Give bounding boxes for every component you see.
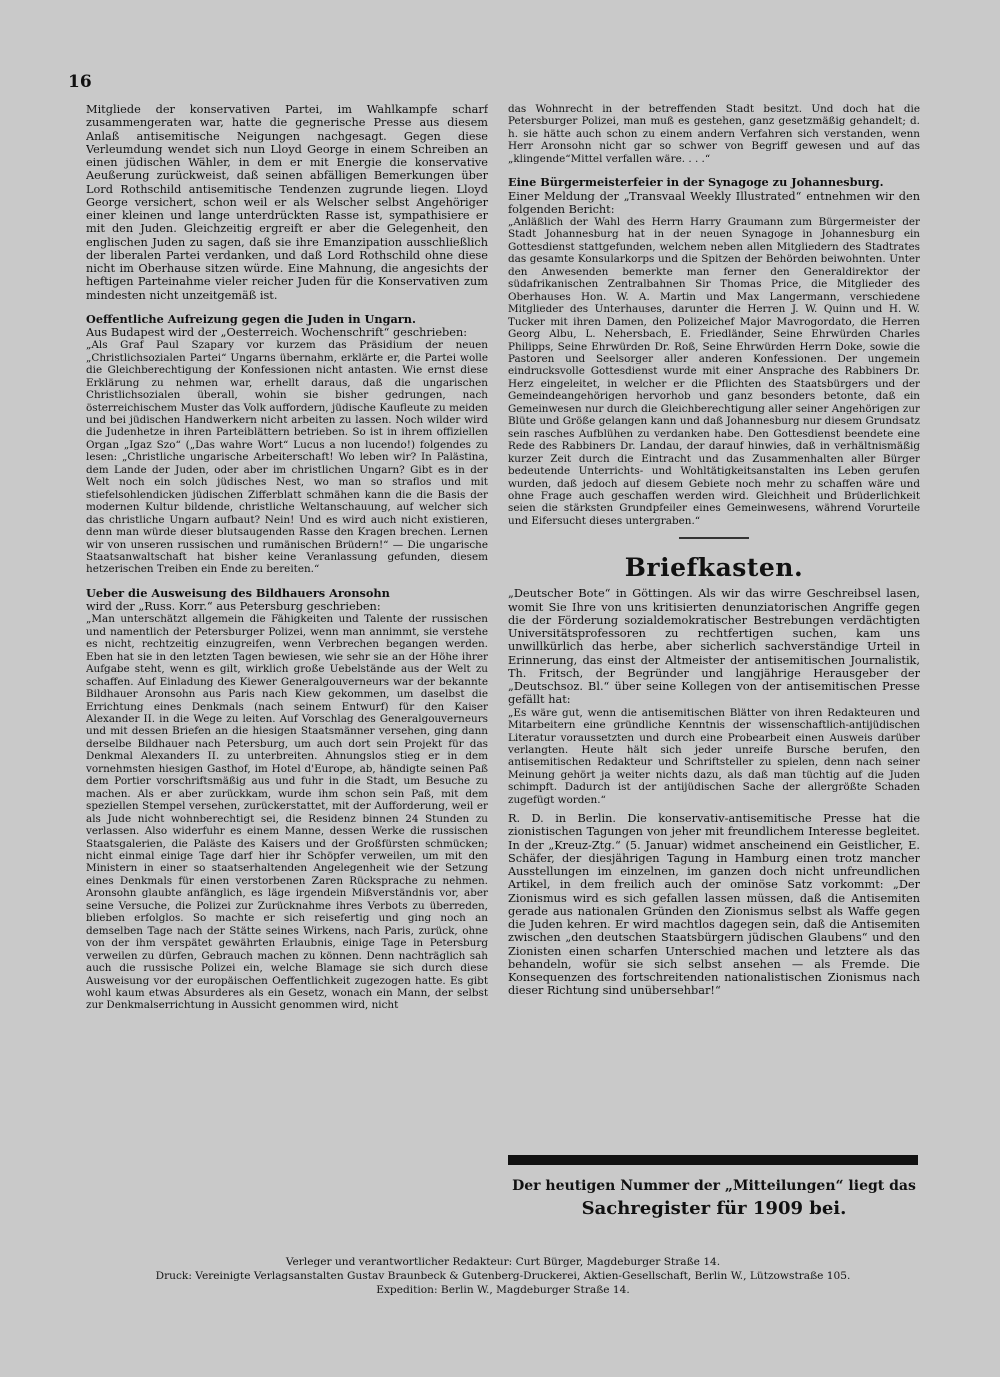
briefkasten-goettingen-text: „Deutscher Bote“ in Göttingen. Als wir das wirre Geschreibsel lasen, womit Sie Ihre von uns kritisierten denunziatorischen Angriffe gegen die der Förderung sozialdemokratischer Bestrebungen verdächtigten Universitätsprofessoren zu rechtfertigen suchen, kam uns unwillkürlich das herbe, aber sicherlich sachverständige Urteil in Erinnerung, das einst der Altmeister der antisemitischen Journalistik, Th. Fritsch, der Begründer und langjährige Herausgeber der „Deutschsoz. Bl.“ über seine Kollegen von der antisemitischen Presse gefällt hat: xyxy=(508,587,920,707)
article-johannesburg-intro: Einer Meldung der „Transvaal Weekly Illustrated“ entnehmen wir den folgenden Bericht: xyxy=(508,189,920,216)
right-column xyxy=(508,103,920,1193)
notice-bar xyxy=(508,1155,918,1165)
left-column xyxy=(86,103,488,1251)
article-hungary-heading: Oeffentliche Aufreizung gegen die Juden in Ungarn. xyxy=(86,311,416,326)
article-lloyd-george-text: Mitgliede der konservativen Partei, im Wahlkampfe scharf zusammengeraten war, hatte die gegnerische Presse aus diesem Anlaß antisemitische Neigungen nachgesagt. Gegen diese Verleumdung wendet sich nun Lloyd George in einem Schreiben an einen jüdischen Wähler, in dem er mit Energie die konservative Aeußerung zurückweist, daß seinen abfälligen Bemerkungen über Lord Rothschild antisemitische Tendenzen zugrunde liegen. Lloyd George versichert, schon weil er als Welscher selbst Angehöriger einer kleinen und lange unterdrückten Rasse ist, sympathisiere er mit den Juden. Gleichzeitig ergreift er aber die Gelegenheit, den englischen Juden zu sagen, daß sie ihre Emanzipation ausschließlich der liberalen Partei verdanken, und daß Lord Rothschild ohne diese nicht im Oberhause sitzen würde. Eine Mahnung, die angesichts der heftigen Parteinahme vieler reicher Juden für die Konservativen zum mindesten nicht unzeitgemäß ist. xyxy=(86,103,488,302)
imprint-publisher: Verleger und verantwortlicher Redakteur: Curt Bürger, Magdeburger Straße 14. xyxy=(285,1256,721,1268)
article-hungary-intro: Aus Budapest wird der „Oesterreich. Wochenschrift“ geschrieben: xyxy=(86,326,468,339)
article-aronsohn-intro: wird der „Russ. Korr.“ aus Petersburg geschrieben: xyxy=(86,600,381,614)
article-aronsohn-heading: Ueber die Ausweisung des Bildhauers Aronsohn xyxy=(86,585,390,600)
imprint-printer: Druck: Vereinigte Verlagsanstalten Gustav Braunbeck & Gutenberg-Druckerei, Aktien-Gesellschaft, Berlin W., Lützowstraße 105. xyxy=(155,1270,851,1282)
article-johannesburg-quote: „Anläßlich der Wahl des Herrn Harry Graumann zum Bürgermeister der Stadt Johannesburg hat in der neuen Synagoge in Johannesburg ein Gottesdienst stattgefunden, welchem neben allen Mitgliedern des Stadtrates das gesamte Konsularkorps und die Spitzen der Behörden beiwohnten. Unter den Anwesenden bemerkte man ferner den Generaldirektor der südafrikanischen Zentralbahnen Sir Thomas Price, die Mitglieder des Oberhauses Hon. W. A. Martin und Max Langermann, verschiedene Mitglieder des Unterhauses, darunter die Herren J. W. Quinn und H. W. Tucker mit ihren Damen, den Polizeichef Major Mavrogordato, die Herren Georg Albu, L. Nehersbach, E. Friedländer, Seine Ehrwürden Charles Philipps, Seine Ehrwürden Dr. Roß, Seine Ehrwürden Herrn Doke, sowie die Pastoren und Seelsorger aller anderen Konfessionen. Der ungemein eindrucksvolle Gottesdienst wurde mit einer Ansprache des Rabbiners Dr. Herz eingeleitet, in welcher er die Pflichten des Staatsbürgers und der Gemeindeangehörigen hervorhob und ganz besonders betonte, daß ein Gemeinwesen nur durch die Gleichberechtigung aller seiner Angehörigen zur Blüte und Größe gelangen kann und daß Johannesburg nur diesem Grundsatz sein rasches Aufblühen zu verdanken habe. Den Gottesdienst beendete eine Rede des Rabbiners Dr. Landau, der darauf hinwies, daß in verhältnismäßig kurzer Zeit durch die Eintracht und das Zusammenhalten aller Bürger bedeutende Unterrichts- und Wohltätigkeitsanstalten ins Leben gerufen wurden, daß jedoch auf diesem Gebiete noch mehr zu schaffen wäre und ohne Frage auch geschaffen werden wird. Gleichheit und Brüderlichkeit seien die stärksten Grundpfeiler eines Gemeinwesens, während Vorurteile und Eifersucht dieses untergraben.“ xyxy=(508,216,920,527)
section-divider xyxy=(679,537,749,539)
article-hungary-quote: „Als Graf Paul Szapary vor kurzem das Präsidium der neuen „Christlichsozialen Partei“ Ungarns übernahm, erklärte er, die Partei wolle die Gleichberechtigung der Konfessionen nicht antasten. Wie ernst diese Erklärung zu nehmen war, erhellt daraus, daß die ungarischen Christlichsozialen überall, wohin sie bisher gedrungen, nach österreichischem Muster das Volk auffordern, jüdische Kaufleute zu meiden und bei jüdischen Handwerkern nicht arbeiten zu lassen. Noch wilder wird die Judenhetze in ihren Parteiblättern betrieben. So ist in ihrem offiziellen Organ „Igaz Szo“ („Das wahre Wort“ Lucus a non lucendo!) folgendes zu lesen: „Christliche ungarische Arbeiterschaft! Wo leben wir? In Palästina, dem Lande der Juden, oder aber im christlichen Ungarn? Gibt es in der Welt noch ein solch jüdisches Nest, wo man so straflos und mit stiefelsohlendicken jüdischen Zifferblatt schmähen kann die die Basis der modernen Kultur bildende, christliche Weltanschauung, auf welcher sich das christliche Ungarn aufbaut? Nein! Und es wird auch nicht existieren, denn man würde dieser blutsaugenden Rasse den Kragen brechen. Lernen wir von unseren russischen und rumänischen Brüdern!“ — Die ungarische Staatsanwaltschaft hat bisher keine Veranlassung gefunden, diesem hetzerischen Treiben ein Ende zu bereiten.“ xyxy=(86,339,488,576)
supplement-notice xyxy=(508,1176,920,1222)
briefkasten-berlin-text: R. D. in Berlin. Die konservativ-antisemitische Presse hat die zionistischen Tagungen von jeher mit freundlichem Interesse begleitet. In der „Kreuz-Ztg.“ (5. Januar) widmet anscheinend ein Geistlicher, E. Schäfer, der diesjährigen Tagung in Hamburg einen trotz mancher Ausstellungen im einzelnen, im ganzen doch nicht unfreundlichen Artikel, in dem freilich auch der ominöse Satz vorkommt: „Der Zionismus wird es sich gefallen lassen müssen, daß die Antisemiten gerade aus nationalen Gründen den Zionismus selbst als Waffe gegen die Juden kehren. Er wird machtlos dagegen sein, daß die Antisemiten zwischen „den deutschen Staatsbürgern jüdischen Glaubens“ und den Zionisten einen scharfen Unterschied machen und letztere als das behandeln, wofür sie sich selbst ansehen — als Fremde. Die Konsequenzen des fortschreitenden nationalistischen Zionismus nach dieser Richtung sind unübersehbar!“ xyxy=(508,812,920,998)
article-johannesburg-heading: Eine Bürgermeisterfeier in der Synagoge zu Johannesburg. xyxy=(508,175,884,190)
supplement-notice-line1: Der heutigen Nummer der „Mitteilungen“ liegt das xyxy=(512,1178,916,1194)
imprint-footer xyxy=(86,1255,920,1297)
briefkasten-goettingen-quote: „Es wäre gut, wenn die antisemitischen Blätter von ihren Redakteuren und Mitarbeitern eine gründliche Kenntnis der wissenschaftlich-antijüdischen Literatur voraussetzten und durch eine Probearbeit einen Ausweis darüber verlangten. Heute hält sich jeder unreife Bursche berufen, den antisemitischen Redakteur und Schriftsteller zu spielen, denn nach seiner Meinung gehört ja weiter nichts dazu, als daß man tüchtig auf die Juden schimpft. Dadurch ist der antijüdischen Sache der allergrößte Schaden zugefügt worden.“ xyxy=(508,706,920,806)
article-aronsohn-quote-continued: das Wohnrecht in der betreffenden Stadt besitzt. Und doch hat die Petersburger Polizei, man muß es gestehen, ganz gesetzmäßig gehandelt; d. h. sie hätte auch schon zu einem andern Verfahren sich verstanden, wenn Herr Aronsohn nicht gar so schwer von Begriff gewesen und auf das „klingende“Mittel verfallen wäre. . . .“ xyxy=(508,103,920,165)
supplement-notice-line2: Sachregister für 1909 bei. xyxy=(581,1198,847,1219)
page-number: 16 xyxy=(68,72,92,92)
briefkasten-title: Briefkasten. xyxy=(624,553,804,583)
article-aronsohn-quote: „Man unterschätzt allgemein die Fähigkeiten und Talente der russischen und namentlich der Petersburger Polizei, wenn man annimmt, sie verstehe es nicht, rechtzeitig einzugreifen, wenn Verbrechen begangen werden. Eben hat sie in den letzten Tagen bewiesen, wie sehr sie an der Höhe ihrer Aufgabe steht, wenn es gilt, wirklich große Uebelstände aus der Welt zu schaffen. Auf Einladung des Kiewer Generalgouverneurs war der bekannte Bildhauer Aronsohn aus Paris nach Kiew gekommen, um daselbst die Errichtung eines Denkmals (nach seinem Entwurf) für den Kaiser Alexander II. in die Wege zu leiten. Auf Vorschlag des Generalgouverneurs und mit dessen Briefen an die hiesigen Staatsmänner versehen, ging dann derselbe Bildhauer nach Petersburg, um auch dort sein Projekt für das Denkmal Alexanders II. zu unterbreiten. Ahnungslos stieg er in dem vornehmsten hiesigen Gasthof, im Hotel d'Europe, ab, händigte seinen Paß dem Portier vorschriftsmäßig aus und fuhr in die Stadt, um Besuche zu machen. Als er aber zurückkam, wurde ihm schon sein Paß, mit dem speziellen Stempel versehen, zurückerstattet, mit der Aufforderung, weil er als Jude nicht wohnberechtigt sei, die Residenz binnen 24 Stunden zu verlassen. Also widerfuhr es einem Manne, dessen Werke die russischen Staatsgalerien, die Paläste des Kaisers und der Großfürsten schmücken; nicht einmal einige Tage darf hier ihr Schöpfer verweilen, um mit den Ministern in einer so staatserhaltenden Angelegenheit wie der Setzung eines Denkmals für einen verstorbenen Zaren Rücksprache zu nehmen. Aronsohn glaubte anfänglich, es läge irgendein Mißverständnis vor, aber seine Versuche, die Polizei zur Zurücknahme ihres Verbots zu überreden, blieben erfolglos. So machte er sich reisefertig und ging noch an demselben Tage nach der Stätte seines Wirkens, nach Paris, zurück, ohne von der ihm verspätet gewährten Erlaubnis, einige Tage in Petersburg verweilen zu dürfen, Gebrauch machen zu können. Denn nachträglich sah auch die russische Polizei ein, welche Blamage sie sich durch diese Ausweisung vor der europäischen Oeffentlichkeit zugezogen hatte. Es gibt wohl kaum etwas Absurderes als ein Gesetz, wonach ein Mann, der selbst zur Denkmalserrichtung in Aussicht genommen wird, nicht xyxy=(86,613,488,1012)
imprint-expedition: Expedition: Berlin W., Magdeburger Straße 14. xyxy=(376,1284,630,1296)
